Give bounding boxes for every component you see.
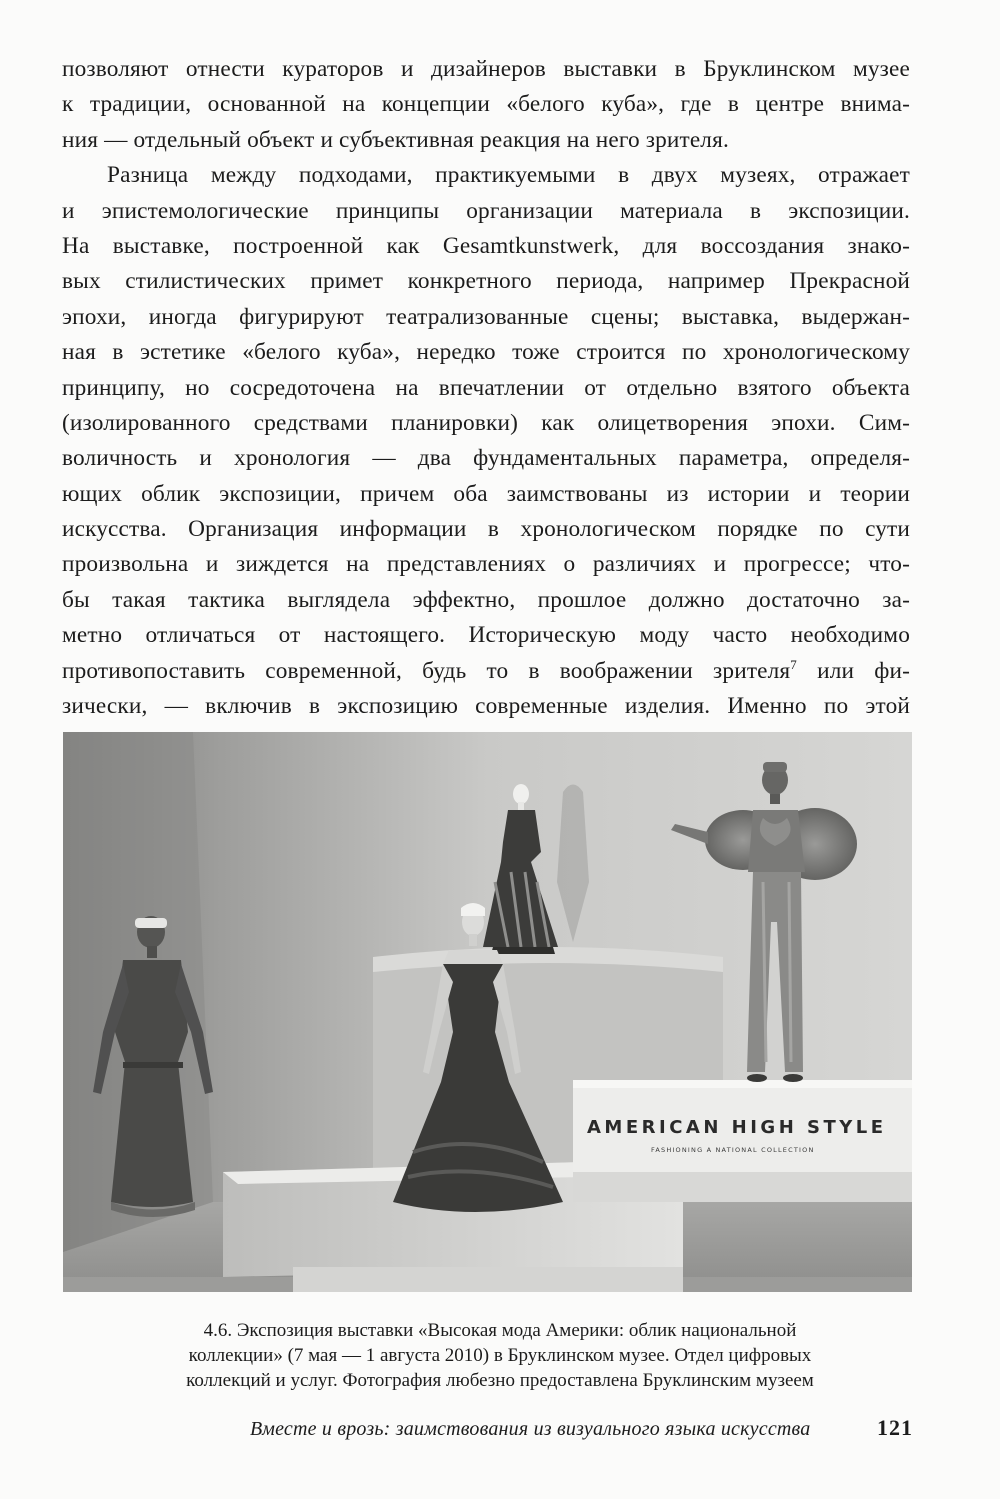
text-line: принципу, но сосредоточена на впечатлении от отдельно взятого объекта <box>62 374 910 401</box>
text-line: вых стилистических примет конкретного периода, например Прекрасной <box>62 268 910 295</box>
running-title: Вместе и врозь: заимствования из визуального языка искусства <box>250 1418 811 1440</box>
photo-illustration <box>63 732 912 1292</box>
text-line: позволяют отнести кураторов и дизайнеров выставки в Бруклинском музее <box>62 56 910 82</box>
text-line: метно отличаться от настоящего. Историческую моду часто необходимо <box>62 622 910 649</box>
text-line <box>62 654 910 689</box>
text-line: (изолированного средствами планировки) как олицетворения эпохи. Сим- <box>62 409 910 436</box>
sign-subtitle: FASHIONING A NATIONAL COLLECTION <box>651 1146 815 1154</box>
text-line: и эпистемологические принципы организации материала в экспозиции. <box>62 197 910 224</box>
figure-caption <box>120 1318 880 1393</box>
text-line: искусства. Организация информации в хронологическом порядке по сути <box>62 516 910 543</box>
text-line: произвольна и зиждется на представлениях о различиях и прогрессе; что- <box>62 551 910 578</box>
text-line: к традиции, основанной на концепции «белого куба», где в центре внима- <box>62 91 910 118</box>
caption-line: коллекций и услуг. Фотография любезно предоставлена Бруклинским музеем <box>186 1370 814 1391</box>
caption-line: 4.6. Экспозиция выставки «Высокая мода Америки: облик национальной <box>203 1320 797 1341</box>
sign-title: AMERICAN HIGH STYLE <box>587 1117 887 1138</box>
exhibition-photo <box>63 732 912 1292</box>
text-line: ния — отдельный объект и субъективная реакция на него зрителя. <box>62 126 729 153</box>
caption-line: коллекции» (7 мая — 1 августа 2010) в Бруклинском музее. Отдел цифровых <box>188 1345 812 1366</box>
text-line: воличность и хронология — два фундаментальных параметра, определя- <box>62 445 910 472</box>
text-segment: противопоставить современной, будь то в воображении зрителя <box>62 657 791 684</box>
text-line: Разница между подходами, практикуемыми в двух музеях, отражает <box>107 162 910 189</box>
text-segment: или фи- <box>796 657 910 684</box>
text-line: ная в эстетике «белого куба», нередко тоже строится по хронологическому <box>62 339 910 366</box>
page-number: 121 <box>877 1415 913 1440</box>
text-line: бы такая тактика выглядела эффектно, прошлое должно достаточно за- <box>62 586 910 613</box>
text-line: ющих облик экспозиции, причем оба заимствованы из истории и теории <box>62 480 910 507</box>
text-line: На выставке, построенной как Gesamtkunstwerk, для воссоздания знако- <box>62 232 910 259</box>
text-line: зически, — включив в экспозицию современные изделия. Именно по этой <box>62 693 910 720</box>
text-line: эпохи, иногда фигурируют театрализованные сцены; выставка, выдержан- <box>62 303 910 330</box>
footnote-ref[interactable]: 7 <box>790 656 797 672</box>
body-text <box>62 52 910 724</box>
